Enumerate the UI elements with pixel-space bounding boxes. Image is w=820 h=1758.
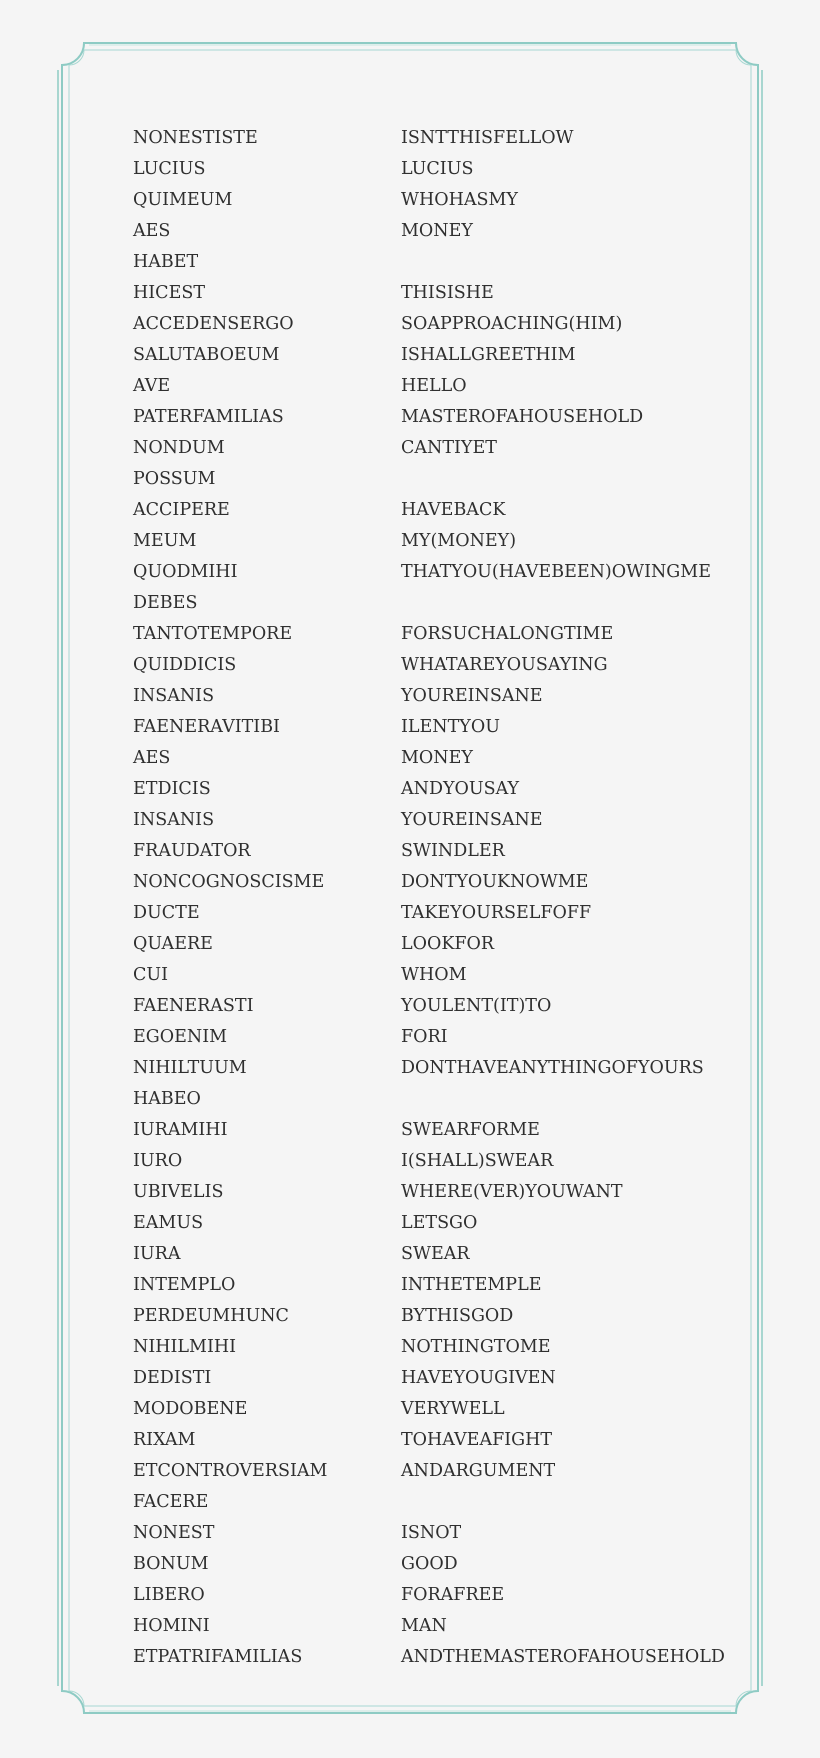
english-translation: MY(MONEY) — [401, 531, 517, 551]
glossary-row — [133, 1549, 733, 1580]
latin-word: FACERE — [133, 1492, 209, 1512]
latin-word: IURAMIHI — [133, 1120, 228, 1140]
english-translation: HAVEYOUGIVEN — [401, 1368, 556, 1388]
english-translation: LETSGO — [401, 1213, 478, 1233]
glossary-row — [133, 526, 733, 557]
latin-word: LUCIUS — [133, 159, 206, 179]
glossary-row — [133, 1177, 733, 1208]
glossary-list — [133, 123, 733, 1673]
latin-word: NIHILMIHI — [133, 1337, 237, 1357]
english-translation: NOTHINGTOME — [401, 1337, 551, 1357]
english-translation: SWINDLER — [401, 841, 505, 861]
english-translation: FORSUCHALONGTIME — [401, 624, 614, 644]
latin-word: INSANIS — [133, 686, 215, 706]
glossary-row — [133, 805, 733, 836]
english-translation: WHOM — [401, 965, 467, 985]
english-translation: VERYWELL — [401, 1399, 505, 1419]
glossary-row — [133, 464, 733, 495]
english-translation: ILENTYOU — [401, 717, 500, 737]
latin-word: QUIDDICIS — [133, 655, 237, 675]
english-translation: WHERE(VER)YOUWANT — [401, 1182, 623, 1202]
latin-word: ETCONTROVERSIAM — [133, 1461, 328, 1481]
latin-word: TANTOTEMPORE — [133, 624, 293, 644]
glossary-row — [133, 1580, 733, 1611]
glossary-row — [133, 774, 733, 805]
latin-word: HICEST — [133, 283, 205, 303]
glossary-row — [133, 1115, 733, 1146]
latin-word: FAENERAVITIBI — [133, 717, 280, 737]
glossary-row — [133, 278, 733, 309]
latin-word: QUAERE — [133, 934, 213, 954]
english-translation: FORAFREE — [401, 1585, 505, 1605]
glossary-row — [133, 1084, 733, 1115]
english-translation: HELLO — [401, 376, 467, 396]
english-translation: HAVEBACK — [401, 500, 506, 520]
glossary-row — [133, 123, 733, 154]
english-translation: ANDARGUMENT — [401, 1461, 556, 1481]
english-translation: ISHALLGREETHIM — [401, 345, 576, 365]
english-translation: SWEARFORME — [401, 1120, 540, 1140]
latin-word: SALUTABOEUM — [133, 345, 280, 365]
english-translation: DONTHAVEANYTHINGOFYOURS — [401, 1058, 704, 1078]
latin-word: QUIMEUM — [133, 190, 233, 210]
english-translation: WHATAREYOUSAYING — [401, 655, 608, 675]
latin-word: LIBERO — [133, 1585, 205, 1605]
glossary-row — [133, 216, 733, 247]
latin-word: MEUM — [133, 531, 197, 551]
glossary-row — [133, 1332, 733, 1363]
latin-word: EGOENIM — [133, 1027, 228, 1047]
latin-word: ETDICIS — [133, 779, 211, 799]
latin-word: INTEMPLO — [133, 1275, 236, 1295]
glossary-row — [133, 1022, 733, 1053]
english-translation: THATYOU(HAVEBEEN)OWINGME — [401, 562, 711, 582]
english-translation: BYTHISGOD — [401, 1306, 514, 1326]
glossary-row — [133, 154, 733, 185]
english-translation: YOUREINSANE — [401, 810, 543, 830]
latin-word: IURA — [133, 1244, 181, 1264]
glossary-row — [133, 1518, 733, 1549]
latin-word: PATERFAMILIAS — [133, 407, 284, 427]
glossary-row — [133, 1239, 733, 1270]
latin-word: ETPATRIFAMILIAS — [133, 1647, 303, 1667]
latin-word: HABET — [133, 252, 199, 272]
glossary-row — [133, 1208, 733, 1239]
latin-word: DEBES — [133, 593, 198, 613]
english-translation: THISISHE — [401, 283, 494, 303]
english-translation: MONEY — [401, 221, 473, 241]
glossary-row — [133, 1456, 733, 1487]
latin-word: AES — [133, 221, 171, 241]
latin-word: MODOBENE — [133, 1399, 248, 1419]
latin-word: NONEST — [133, 1523, 215, 1543]
latin-word: DUCTE — [133, 903, 200, 923]
english-translation: TOHAVEAFIGHT — [401, 1430, 553, 1450]
latin-word: FAENERASTI — [133, 996, 254, 1016]
latin-word: ACCIPERE — [133, 500, 230, 520]
latin-word: NONDUM — [133, 438, 225, 458]
latin-word: CUI — [133, 965, 169, 985]
glossary-row — [133, 1394, 733, 1425]
glossary-row — [133, 371, 733, 402]
english-translation: LUCIUS — [401, 159, 474, 179]
english-translation: ANDYOUSAY — [401, 779, 520, 799]
glossary-row — [133, 433, 733, 464]
english-translation: CANTIYET — [401, 438, 497, 458]
latin-word: NONCOGNOSCISME — [133, 872, 325, 892]
latin-word: ACCEDENSERGO — [133, 314, 294, 334]
latin-word: QUODMIHI — [133, 562, 238, 582]
latin-word: NIHILTUUM — [133, 1058, 247, 1078]
glossary-row — [133, 650, 733, 681]
latin-word: BONUM — [133, 1554, 209, 1574]
latin-word: PERDEUMHUNC — [133, 1306, 289, 1326]
glossary-row — [133, 1146, 733, 1177]
latin-word: DEDISTI — [133, 1368, 212, 1388]
latin-word: HOMINI — [133, 1616, 210, 1636]
english-translation: ANDTHEMASTEROFAHOUSEHOLD — [401, 1647, 725, 1667]
glossary-row — [133, 588, 733, 619]
english-translation: SOAPPROACHING(HIM) — [401, 314, 623, 334]
english-translation: YOULENT(IT)TO — [401, 996, 552, 1016]
latin-word: AVE — [133, 376, 171, 396]
glossary-row — [133, 309, 733, 340]
glossary-row — [133, 1053, 733, 1084]
english-translation: I(SHALL)SWEAR — [401, 1151, 554, 1171]
latin-word: EAMUS — [133, 1213, 204, 1233]
latin-word: NONESTISTE — [133, 128, 258, 148]
english-translation: ISNTTHISFELLOW — [401, 128, 574, 148]
english-translation: MASTEROFAHOUSEHOLD — [401, 407, 644, 427]
english-translation: LOOKFOR — [401, 934, 495, 954]
english-translation: YOUREINSANE — [401, 686, 543, 706]
english-translation: FORI — [401, 1027, 448, 1047]
english-translation: TAKEYOURSELFOFF — [401, 903, 592, 923]
english-translation: ISNOT — [401, 1523, 462, 1543]
glossary-row — [133, 1363, 733, 1394]
english-translation: INTHETEMPLE — [401, 1275, 542, 1295]
glossary-row — [133, 1425, 733, 1456]
latin-word: INSANIS — [133, 810, 215, 830]
english-translation: MAN — [401, 1616, 447, 1636]
glossary-row — [133, 867, 733, 898]
glossary-row — [133, 960, 733, 991]
latin-word: UBIVELIS — [133, 1182, 224, 1202]
glossary-row — [133, 1301, 733, 1332]
glossary-row — [133, 1611, 733, 1642]
glossary-row — [133, 743, 733, 774]
latin-word: IURO — [133, 1151, 183, 1171]
glossary-row — [133, 495, 733, 526]
english-translation: SWEAR — [401, 1244, 470, 1264]
english-translation: GOOD — [401, 1554, 458, 1574]
english-translation: DONTYOUKNOWME — [401, 872, 589, 892]
english-translation: WHOHASMY — [401, 190, 518, 210]
latin-word: AES — [133, 748, 171, 768]
glossary-row — [133, 712, 733, 743]
glossary-row — [133, 185, 733, 216]
latin-word: HABEO — [133, 1089, 201, 1109]
latin-word: RIXAM — [133, 1430, 196, 1450]
latin-word: POSSUM — [133, 469, 216, 489]
glossary-row — [133, 929, 733, 960]
glossary-row — [133, 836, 733, 867]
glossary-row — [133, 681, 733, 712]
glossary-row — [133, 557, 733, 588]
glossary-row — [133, 619, 733, 650]
glossary-row — [133, 402, 733, 433]
glossary-row — [133, 991, 733, 1022]
latin-word: FRAUDATOR — [133, 841, 251, 861]
glossary-row — [133, 898, 733, 929]
glossary-row — [133, 247, 733, 278]
glossary-row — [133, 1642, 733, 1673]
glossary-row — [133, 340, 733, 371]
glossary-row — [133, 1270, 733, 1301]
glossary-row — [133, 1487, 733, 1518]
english-translation: MONEY — [401, 748, 473, 768]
